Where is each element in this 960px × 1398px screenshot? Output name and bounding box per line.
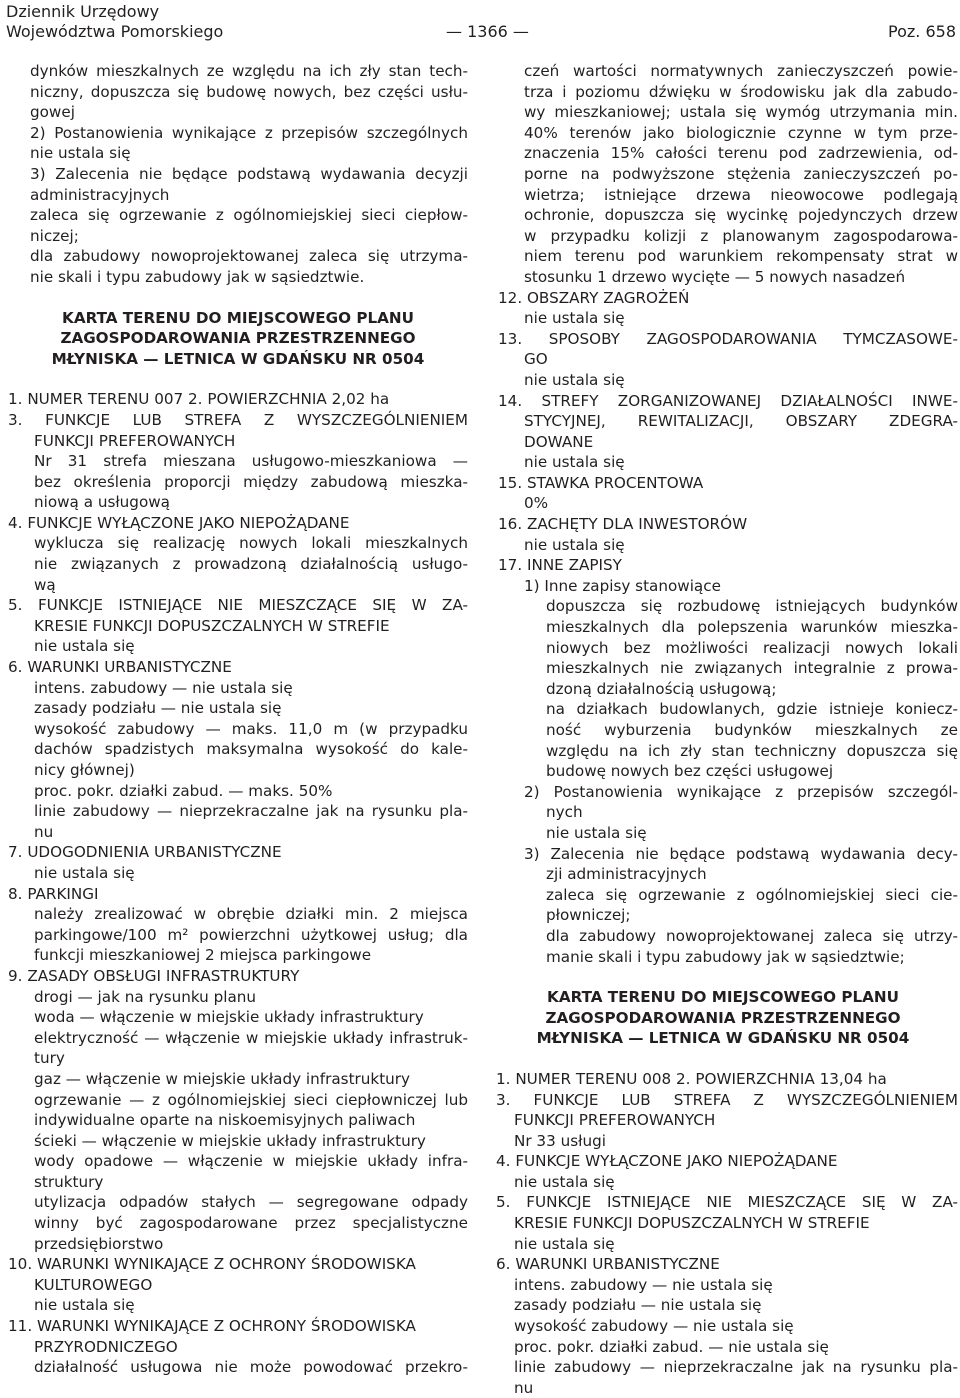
- right-column: [488, 61, 958, 1398]
- text-line: 40% terenów jako biologicznie czynne w tym prze-: [524, 123, 958, 142]
- text-line: 3. FUNKCJE LUB STREFA Z WYSZCZEGÓLNIENIEM: [496, 1090, 958, 1109]
- text-line: nie skali i typu zabudowy jak w sąsiedztwie.: [30, 267, 365, 286]
- text-line: znaczenia 15% całości terenu pod zadrzewienia, od-: [524, 144, 958, 163]
- text-line: 15. STAWKA PROCENTOWA: [498, 473, 704, 492]
- text-line: 8. PARKINGI: [8, 884, 99, 903]
- text-line: niem terenu pod warunkiem rekompensaty strat w: [524, 247, 958, 266]
- text-line: proc. pokr. działki zabud. — maks. 50%: [34, 781, 333, 800]
- text-line: 3) Zalecenia nie będące podstawą wydawania decy-: [524, 844, 958, 863]
- text-line: 1. NUMER TERENU 007 2. POWIERZCHNIA 2,02 ha: [8, 390, 390, 409]
- text-line: linie zabudowy — nieprzekraczalne jak na rysunku pla-: [514, 1358, 958, 1377]
- spacer: [8, 288, 468, 308]
- text-line: 6. WARUNKI URBANISTYCZNE: [496, 1255, 720, 1274]
- text-line: 3) Zalecenia nie będące podstawą wydawania decyzji: [30, 164, 468, 183]
- text-line: 5. FUNKCJE ISTNIEJĄCE NIE MIESZCZĄCE SIĘ W ZA-: [8, 596, 468, 615]
- text-line: wą: [34, 575, 56, 594]
- text-line: 9. ZASADY OBSŁUGI INFRASTRUKTURY: [8, 966, 300, 985]
- text-line: mieszkalnych nie związanych integralnie z prowa-: [546, 659, 958, 678]
- text-line: zasady podziału — nie ustala się: [514, 1296, 762, 1315]
- position-number: Poz. 658: [888, 22, 956, 41]
- text-line: winny być zagospodarowane przez specjalistyczne: [34, 1214, 468, 1233]
- text-line: 4. FUNKCJE WYŁĄCZONE JAKO NIEPOŻĄDANE: [496, 1152, 838, 1171]
- section-title: KARTA TERENU DO MIEJSCOWEGO PLANU: [547, 988, 899, 1007]
- spacer: [488, 1049, 958, 1069]
- text-line: nie ustala się: [524, 309, 625, 328]
- text-line: nu: [514, 1378, 534, 1397]
- text-line: Nr 33 usługi: [514, 1131, 606, 1150]
- text-line: 14. STREFY ZORGANIZOWANEJ DZIAŁALNOŚCI INWE-: [498, 391, 958, 410]
- page-header: [6, 2, 956, 42]
- text-line: FUNKCJI PREFEROWANYCH: [514, 1111, 716, 1130]
- text-line: 1) Inne zapisy stanowiące: [524, 576, 721, 595]
- text-line: struktury: [34, 1172, 104, 1191]
- text-line: proc. pokr. działki zabud. — nie ustala się: [514, 1337, 829, 1356]
- text-line: wody opadowe — włączenie w miejskie układy infra-: [34, 1152, 468, 1171]
- text-line: KRESIE FUNKCJI DOPUSZCZALNYCH W STREFIE: [514, 1214, 870, 1233]
- text-line: elektryczność — włączenie w miejskie układy infrastruk-: [34, 1028, 468, 1047]
- text-line: 10. WARUNKI WYNIKAJĄCE Z OCHRONY ŚRODOWISKA: [8, 1255, 416, 1274]
- text-line: czeń wartości normatywnych zanieczyszczeń powie-: [524, 62, 958, 80]
- text-line: utylizacja odpadów stałych — segregowane odpady: [34, 1193, 468, 1212]
- text-line: wysokość zabudowy — maks. 11,0 m (w przypadku: [34, 719, 468, 738]
- text-line: nie ustala się: [524, 370, 625, 389]
- text-line: dla zabudowy nowoprojektowanej zaleca się utrzy-: [546, 926, 958, 945]
- section-title: ZAGOSPODAROWANIA PRZESTRZENNEGO: [60, 329, 416, 348]
- text-line: KRESIE FUNKCJI DOPUSZCZALNYCH W STREFIE: [34, 616, 390, 635]
- text-line: niowych bez możliwości realizacji nowych lokali: [546, 638, 958, 657]
- text-line: zji administracyjnych: [546, 865, 707, 884]
- text-line: 7. UDOGODNIENIA URBANISTYCZNE: [8, 843, 282, 862]
- text-line: tury: [34, 1049, 65, 1068]
- text-line: nie ustala się: [34, 1296, 135, 1315]
- text-line: ochronie, dopuszcza się wycinkę pojedynczych drzew: [524, 206, 958, 225]
- text-line: dla zabudowy nowoprojektowanej zaleca się utrzyma-: [30, 247, 468, 266]
- text-line: trza i poziomu dźwięku w środowisku jak dla zabudo-: [524, 82, 958, 101]
- text-line: administracyjnych: [30, 185, 170, 204]
- text-line: nu: [34, 822, 54, 841]
- text-line: linie zabudowy — nieprzekraczalne jak na rysunku pla-: [34, 802, 468, 821]
- text-line: nie ustala się: [34, 863, 135, 882]
- text-line: 11. WARUNKI WYNIKAJĄCE Z OCHRONY ŚRODOWISKA: [8, 1317, 416, 1336]
- text-line: wyklucza się realizację nowych lokali mieszkalnych: [34, 534, 468, 553]
- text-line: nie ustala się: [34, 637, 135, 656]
- section-title: KARTA TERENU DO MIEJSCOWEGO PLANU: [62, 308, 414, 327]
- text-line: drogi — jak na rysunku planu: [34, 987, 257, 1006]
- text-line: 1. NUMER TERENU 008 2. POWIERZCHNIA 13,04 ha: [496, 1069, 887, 1088]
- text-line: FUNKCJI PREFEROWANYCH: [34, 431, 236, 450]
- text-line: niczny, dopuszcza się budowę nowych, bez części usłu-: [30, 82, 468, 101]
- section-title: ZAGOSPODAROWANIA PRZESTRZENNEGO: [545, 1008, 901, 1027]
- text-line: 2) Postanowienia wynikające z przepisów szczegól-: [524, 782, 958, 801]
- text-line: manie skali i typu zabudowy jak w sąsiedztwie;: [546, 947, 905, 966]
- text-line: zaleca się ogrzewanie z ogólnomiejskiej sieci ciepłow-: [30, 206, 468, 225]
- spacer: [488, 967, 958, 987]
- journal-title: Dziennik Urzędowy: [6, 2, 160, 21]
- text-line: budowę nowych bez części usługowej: [546, 762, 834, 781]
- text-line: niową a usługową: [34, 493, 170, 512]
- text-line: 3. FUNKCJE LUB STREFA Z WYSZCZEGÓLNIENIEM: [8, 410, 468, 429]
- text-line: woda — włączenie w miejskie układy infrastruktury: [34, 1008, 424, 1027]
- text-line: stosunku 1 drzewo wycięte — 5 nowych nasadzeń: [524, 267, 906, 286]
- text-line: indywidualne oparte na niskoemisyjnych paliwach: [34, 1111, 416, 1130]
- text-line: gaz — włączenie w miejskie układy infrastruktury: [34, 1069, 411, 1088]
- text-line: PRZYRODNICZEGO: [34, 1337, 178, 1356]
- text-line: bez określenia proporcji między zabudową mieszka-: [34, 472, 468, 491]
- text-line: wysokość zabudowy — nie ustala się: [514, 1317, 794, 1336]
- text-line: dopuszcza się rozbudowę istniejących budynków: [546, 597, 958, 616]
- text-line: nicy głównej): [34, 761, 135, 779]
- text-line: 16. ZACHĘTY DLA INWESTORÓW: [498, 515, 748, 534]
- text-line: ogrzewanie — z ogólnomiejskiej sieci ciepłowniczej lub: [34, 1090, 468, 1109]
- text-line: 4. FUNKCJE WYŁĄCZONE JAKO NIEPOŻĄDANE: [8, 513, 350, 532]
- spacer: [8, 369, 468, 389]
- text-line: wietrza; istniejące drzewa nieowocowe podlegają: [524, 185, 958, 204]
- text-line: DOWANE: [524, 432, 594, 451]
- text-line: wy mieszkaniowej; ustala się wymóg utrzymania min.: [524, 103, 958, 122]
- journal-subtitle: Województwa Pomorskiego: [6, 22, 224, 41]
- text-line: parkingowe/100 m² powierzchni użytkowej usług; dla: [34, 925, 468, 944]
- text-line: 0%: [524, 494, 549, 513]
- text-line: Nr 31 strefa mieszana usługowo-mieszkaniowa —: [34, 452, 468, 471]
- text-line: intens. zabudowy — nie ustala się: [514, 1275, 773, 1294]
- text-line: KULTUROWEGO: [34, 1275, 153, 1294]
- text-line: niczej;: [30, 226, 79, 245]
- text-line: nie ustala się: [546, 823, 647, 842]
- text-line: dynków mieszkalnych ze względu na ich zły stan tech-: [30, 62, 468, 80]
- text-line: w przypadku kolizji z planowanym zagospodarowa-: [524, 226, 958, 245]
- text-line: porne na podwyższone stężenia zanieczyszczeń po-: [524, 164, 958, 183]
- text-line: ność wyburzenia budynków mieszkalnych ze: [546, 721, 958, 739]
- text-line: nie ustala się: [514, 1234, 615, 1253]
- text-line: na działkach budowlanych, gdzie istnieje koniecz-: [546, 700, 958, 719]
- text-line: gowej: [30, 103, 75, 122]
- left-column: [8, 61, 468, 1378]
- text-line: należy zrealizować w obrębie działki min. 2 miejsca: [34, 905, 468, 924]
- text-line: płowniczej;: [546, 906, 631, 925]
- section-title: MŁYNISKA — LETNICA W GDAŃSKU NR 0504: [51, 349, 425, 368]
- text-line: funkcji mieszkaniowej 2 miejsca parkingowe: [34, 946, 372, 965]
- text-line: nie ustala się: [30, 144, 131, 163]
- text-line: STYCYJNEJ, REWITALIZACJI, OBSZARY ZDEGRA-: [524, 412, 958, 431]
- text-line: nie ustala się: [524, 453, 625, 472]
- text-line: 13. SPOSOBY ZAGOSPODAROWANIA TYMCZASOWE-: [498, 329, 958, 348]
- text-line: nych: [546, 803, 583, 822]
- text-line: mieszkalnych dla polepszenia warunków mieszka-: [546, 618, 958, 637]
- text-line: nie związanych z prowadzoną działalnością usługo-: [34, 555, 468, 574]
- text-line: dzoną działalnością usługową;: [546, 679, 777, 698]
- text-line: ścieki — włączenie w miejskie układy infrastruktury: [34, 1131, 426, 1150]
- text-line: nie ustala się: [524, 535, 625, 554]
- page-number: — 1366 —: [446, 22, 529, 41]
- text-line: 17. INNE ZAPISY: [498, 556, 622, 575]
- text-line: 2) Postanowienia wynikające z przepisów szczególnych: [30, 123, 468, 142]
- text-line: działalność usługowa nie może powodować przekro-: [34, 1358, 468, 1377]
- text-line: zasady podziału — nie ustala się: [34, 699, 282, 718]
- text-line: 12. OBSZARY ZAGROŻEŃ: [498, 288, 690, 307]
- text-line: GO: [524, 350, 548, 369]
- text-line: 6. WARUNKI URBANISTYCZNE: [8, 658, 232, 677]
- text-line: dachów spadzistych maksymalna wysokość do kale-: [34, 740, 468, 759]
- section-title: MŁYNISKA — LETNICA W GDAŃSKU NR 0504: [536, 1029, 910, 1048]
- text-line: względu na ich zły stan techniczny dopuszcza się: [546, 741, 958, 760]
- text-line: 5. FUNKCJE ISTNIEJĄCE NIE MIESZCZĄCE SIĘ W ZA-: [496, 1193, 958, 1212]
- text-line: nie ustala się: [514, 1172, 615, 1191]
- text-line: intens. zabudowy — nie ustala się: [34, 678, 293, 697]
- text-line: zaleca się ogrzewanie z ogólnomiejskiej sieci cie-: [546, 885, 958, 904]
- text-line: przedsiębiorstwo: [34, 1234, 164, 1253]
